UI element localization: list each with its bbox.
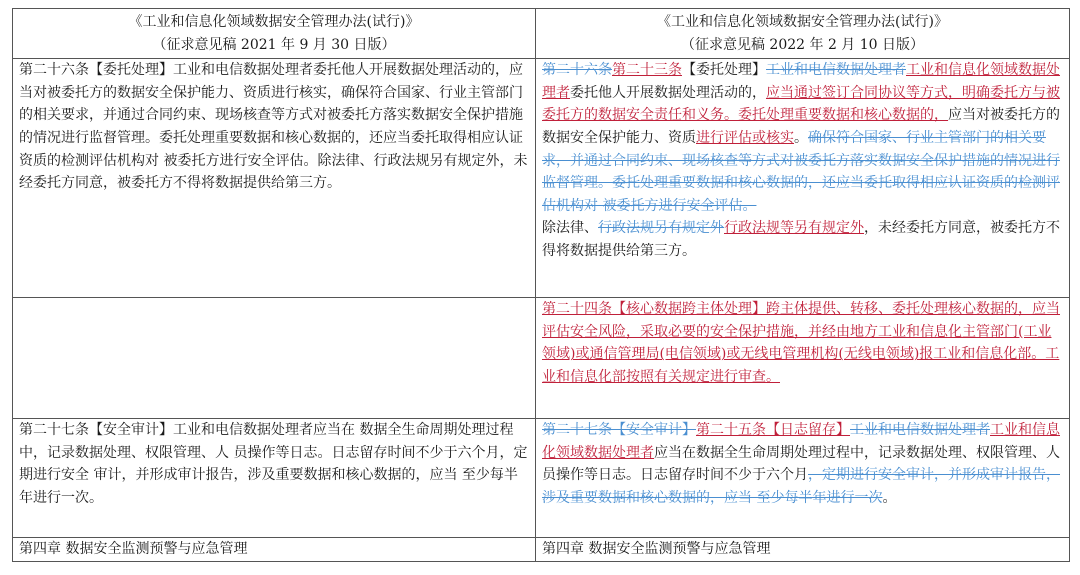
inserted-text: 第二十三条 xyxy=(612,62,682,79)
inserted-text: 第二十四条【核心数据跨主体处理】跨主体提供、转移、委托处理核心数据的，应当评估安全风险，采取必要的安全保护措施，并经由地方工业和信息化主管部门(工业领域)或通信管理局(电信领域)或无线电管理机构(无线电领域)报工业和信息化部。工业和信息化部按照有关规定进行审查。 xyxy=(542,301,1060,385)
new-article-23 xyxy=(536,59,1070,298)
unchanged-text: 。 xyxy=(794,129,808,146)
deleted-text: 工业和电信数据处理者 xyxy=(766,62,906,79)
old-article-26 xyxy=(13,59,536,298)
deleted-text: 第二十六条 xyxy=(542,62,612,79)
old-article-27-text: 第二十七条【安全审计】工业和电信数据处理者应当在 数据全生命周期处理过程中，记录数据处理、权限管理、人 员操作等日志。日志留存时间不少于六个月，定期进行安全 审计，并形成审计报告，涉及重要数据和核心数据的，应当 至少每半年进行一次。 xyxy=(19,422,528,506)
new-article-24 xyxy=(536,298,1070,419)
left-subtitle: （征求意见稿 2021 年 9 月 30 日版） xyxy=(152,36,396,53)
old-article-26-text: 第二十六条【委托处理】工业和电信数据处理者委托他人开展数据处理活动的，应当对被委托方的数据安全保护能力、资质进行核实，确保符合国家、行业主管部门的相关要求，并通过合同约束、现场核查等方式对被委托方落实数据安全保护措施的情况进行监督管理。委托处理重要数据和核心数据的，还应当委托取得相应认证资质的检测评估机构对 被委托方进行安全评估。除法律、行政法规另有规定外，未经委托方同意，被委托方不得将数据提供给第三方。 xyxy=(19,62,528,192)
deleted-text: 行政法规另有规定外 xyxy=(598,220,724,237)
unchanged-text: 委托他人开展数据处理活动的， xyxy=(570,84,766,101)
right-title: 《工业和信息化领域数据安全管理办法(试行)》 xyxy=(657,14,948,30)
old-article-27 xyxy=(13,419,536,538)
old-empty-cell xyxy=(13,298,536,419)
article-row-audit-log xyxy=(13,419,1070,538)
deleted-text: 第二十七条【安全审计】 xyxy=(542,422,696,439)
article-row-entrusted-processing xyxy=(13,59,1070,298)
right-header xyxy=(536,9,1070,59)
inserted-text: 第二十五条【日志留存】 xyxy=(696,422,850,439)
old-chapter-4: 第四章 数据安全监测预警与应急管理 xyxy=(13,538,536,562)
inserted-text: 进行评估或核实 xyxy=(696,129,794,146)
new-article-25 xyxy=(536,419,1070,538)
unchanged-text: 【委托处理】 xyxy=(682,62,766,79)
chapter-row xyxy=(13,538,1070,562)
inserted-text: 应当通过签订合同协议等方式，明确委托方与被委托方的数据安全责任和义务。委托处理重要数据和核心数据的， xyxy=(542,84,1060,124)
unchanged-text: 应当对被委托方的数据安全保护能力、资质 xyxy=(542,107,1060,146)
unchanged-text: 应当在数据全生命周期处理过程中，记录数据处理、权限管理、人员操作等日志。日志留存时间不少于六个月 xyxy=(542,444,1060,484)
unchanged-text: ，未经委托方同意，被委托方不得将数据提供给第三方。 xyxy=(542,220,1060,259)
comparison-table xyxy=(12,8,1070,562)
left-title: 《工业和信息化领域数据安全管理办法(试行)》 xyxy=(128,14,420,30)
inserted-text: 行政法规等另有规定外 xyxy=(724,220,864,237)
article-row-core-data xyxy=(13,298,1070,419)
new-chapter-4: 第四章 数据安全监测预警与应急管理 xyxy=(536,538,1070,562)
inserted-text: 工业和信息化领域数据处理者 xyxy=(542,422,1060,461)
final-sentence xyxy=(542,217,1063,262)
unchanged-text: 。 xyxy=(882,489,897,506)
right-subtitle: （征求意见稿 2022 年 2 月 10 日版） xyxy=(680,36,925,53)
unchanged-text: 除法律、 xyxy=(542,220,598,237)
left-header xyxy=(13,9,536,59)
deleted-text: 确保符合国家、行业主管部门的相关要求，并通过合同约束、现场核查等方式对被委托方落实数据安全保护措施的情况进行监督管理。委托处理重要数据和核心数据的，还应当委托取得相应认证资质的检测评估机构对 被委托方进行安全评估。 xyxy=(542,129,1060,214)
deleted-text: 工业和电信数据处理者 xyxy=(850,422,990,439)
deleted-text: ，定期进行安全审计，并形成审计报告，涉及重要数据和核心数据的，应当 至少每半年进行一次 xyxy=(542,467,1060,506)
inserted-text: 工业和信息化领域数据处理者 xyxy=(542,62,1060,101)
header-row xyxy=(13,9,1070,59)
